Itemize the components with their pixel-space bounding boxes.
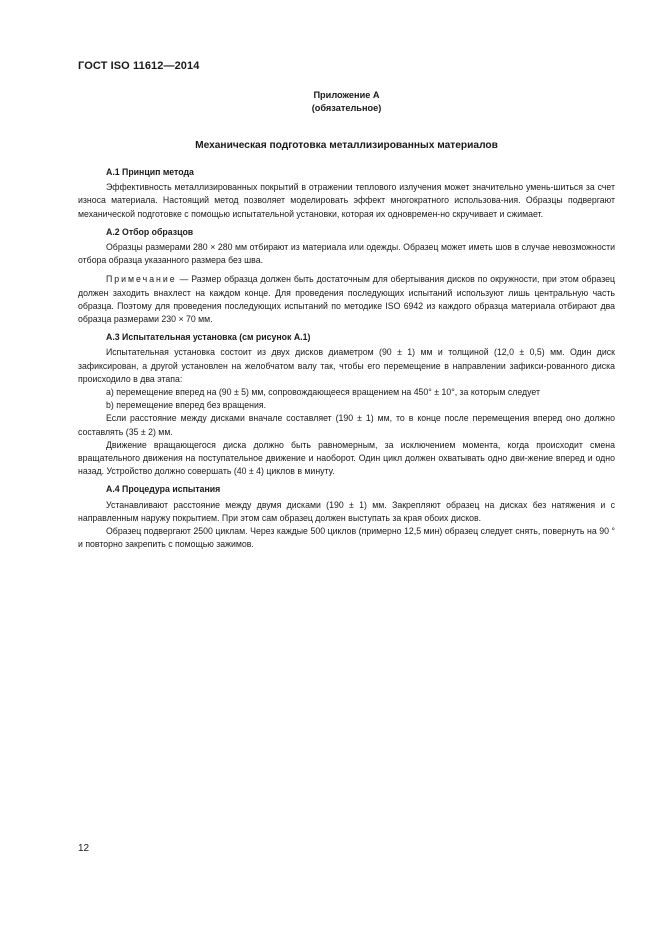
section-a1 bbox=[78, 166, 615, 221]
section-a2 bbox=[78, 226, 615, 326]
annex-title: Механическая подготовка металлизированных материалов bbox=[195, 140, 498, 151]
paragraph: Движение вращающегося диска должно быть равномерным, за исключением момента, когда происходит смена вращательного движения на поступательное движение и наоборот. Один цикл должен охватывать одно дви-жение вперед и одно назад. Устройство должно совершать (40 ± 4) циклов в минуту. bbox=[78, 439, 615, 477]
paragraph: Образцы размерами 280 × 280 мм отбирают из материала или одежды. Образец может иметь шов в случае невозможности отбора образца указанного размера без шва. bbox=[78, 242, 615, 266]
annex-label: Приложение А bbox=[313, 90, 380, 100]
annex-header bbox=[78, 89, 615, 115]
section-heading: А.3 Испытательная установка (см рисунок А.1) bbox=[106, 332, 311, 343]
paragraph: Испытательная установка состоит из двух дисков диаметром (90 ± 1) мм и толщиной (12,0 ± 0,5) мм. Один диск зафиксирован, а другой установлен на желобчатом валу так, чтобы его перемещение в направлении зафикси-рованного диска происходило в два этапа: bbox=[78, 347, 615, 384]
paragraph: Образец подвергают 2500 циклам. Через каждые 500 циклов (примерно 12,5 мин) образец следует снять, повернуть на 90 ° и повторно закрепить с помощью зажимов. bbox=[78, 526, 615, 550]
section-a4 bbox=[78, 483, 615, 551]
annex-status: (обязательное) bbox=[311, 103, 382, 113]
paragraph: Если расстояние между дисками вначале составляет (190 ± 1) мм, то в конце после перемещения вперед оно должно составлять (35 ± 2) мм. bbox=[78, 413, 615, 437]
note-label: Примечание bbox=[106, 274, 177, 285]
section-heading: А.2 Отбор образцов bbox=[106, 226, 194, 237]
note-text: — Размер образца должен быть достаточным для обертывания дисков по окружности, при этом образец должен заходить внахлест на каждом конце. Для проведения последующих испытаний используют лишь центральную часть образца. Поэтому для проведения последующих испытаний по методике ISO 6942 из каждого образца материала отбирают два образца размерами 230 × 70 мм. bbox=[78, 274, 615, 325]
page-number: 12 bbox=[78, 843, 90, 854]
section-heading: А.4 Процедура испытания bbox=[106, 484, 221, 495]
document-body bbox=[78, 166, 615, 551]
standard-designation: ГОСТ ISO 11612—2014 bbox=[78, 60, 200, 72]
section-heading: А.1 Принцип метода bbox=[106, 167, 194, 177]
paragraph: Устанавливают расстояние между двумя дисками (190 ± 1) мм. Закрепляют образец на дисках без натяжения и с направленным наружу покрытием. При этом сам образец должен выступать за края обоих дисков. bbox=[78, 499, 615, 523]
paragraph: Эффективность металлизированных покрытий в отражении теплового излучения может значительно умень-шиться за счет износа материала. Настоящий метод позволяет моделировать эффект многократного использова-ния. Образцы подвергают механической подготовке с помощью испытательной установки, которая их одновремен-но скручивает и сжимает. bbox=[78, 182, 615, 219]
section-a3 bbox=[78, 331, 615, 478]
list-item: a) перемещение вперед на (90 ± 5) мм, сопровождающееся вращением на 450° ± 10°, за которым следует bbox=[106, 387, 540, 398]
note bbox=[78, 273, 615, 326]
list-item: b) перемещение вперед без вращения. bbox=[106, 400, 267, 411]
